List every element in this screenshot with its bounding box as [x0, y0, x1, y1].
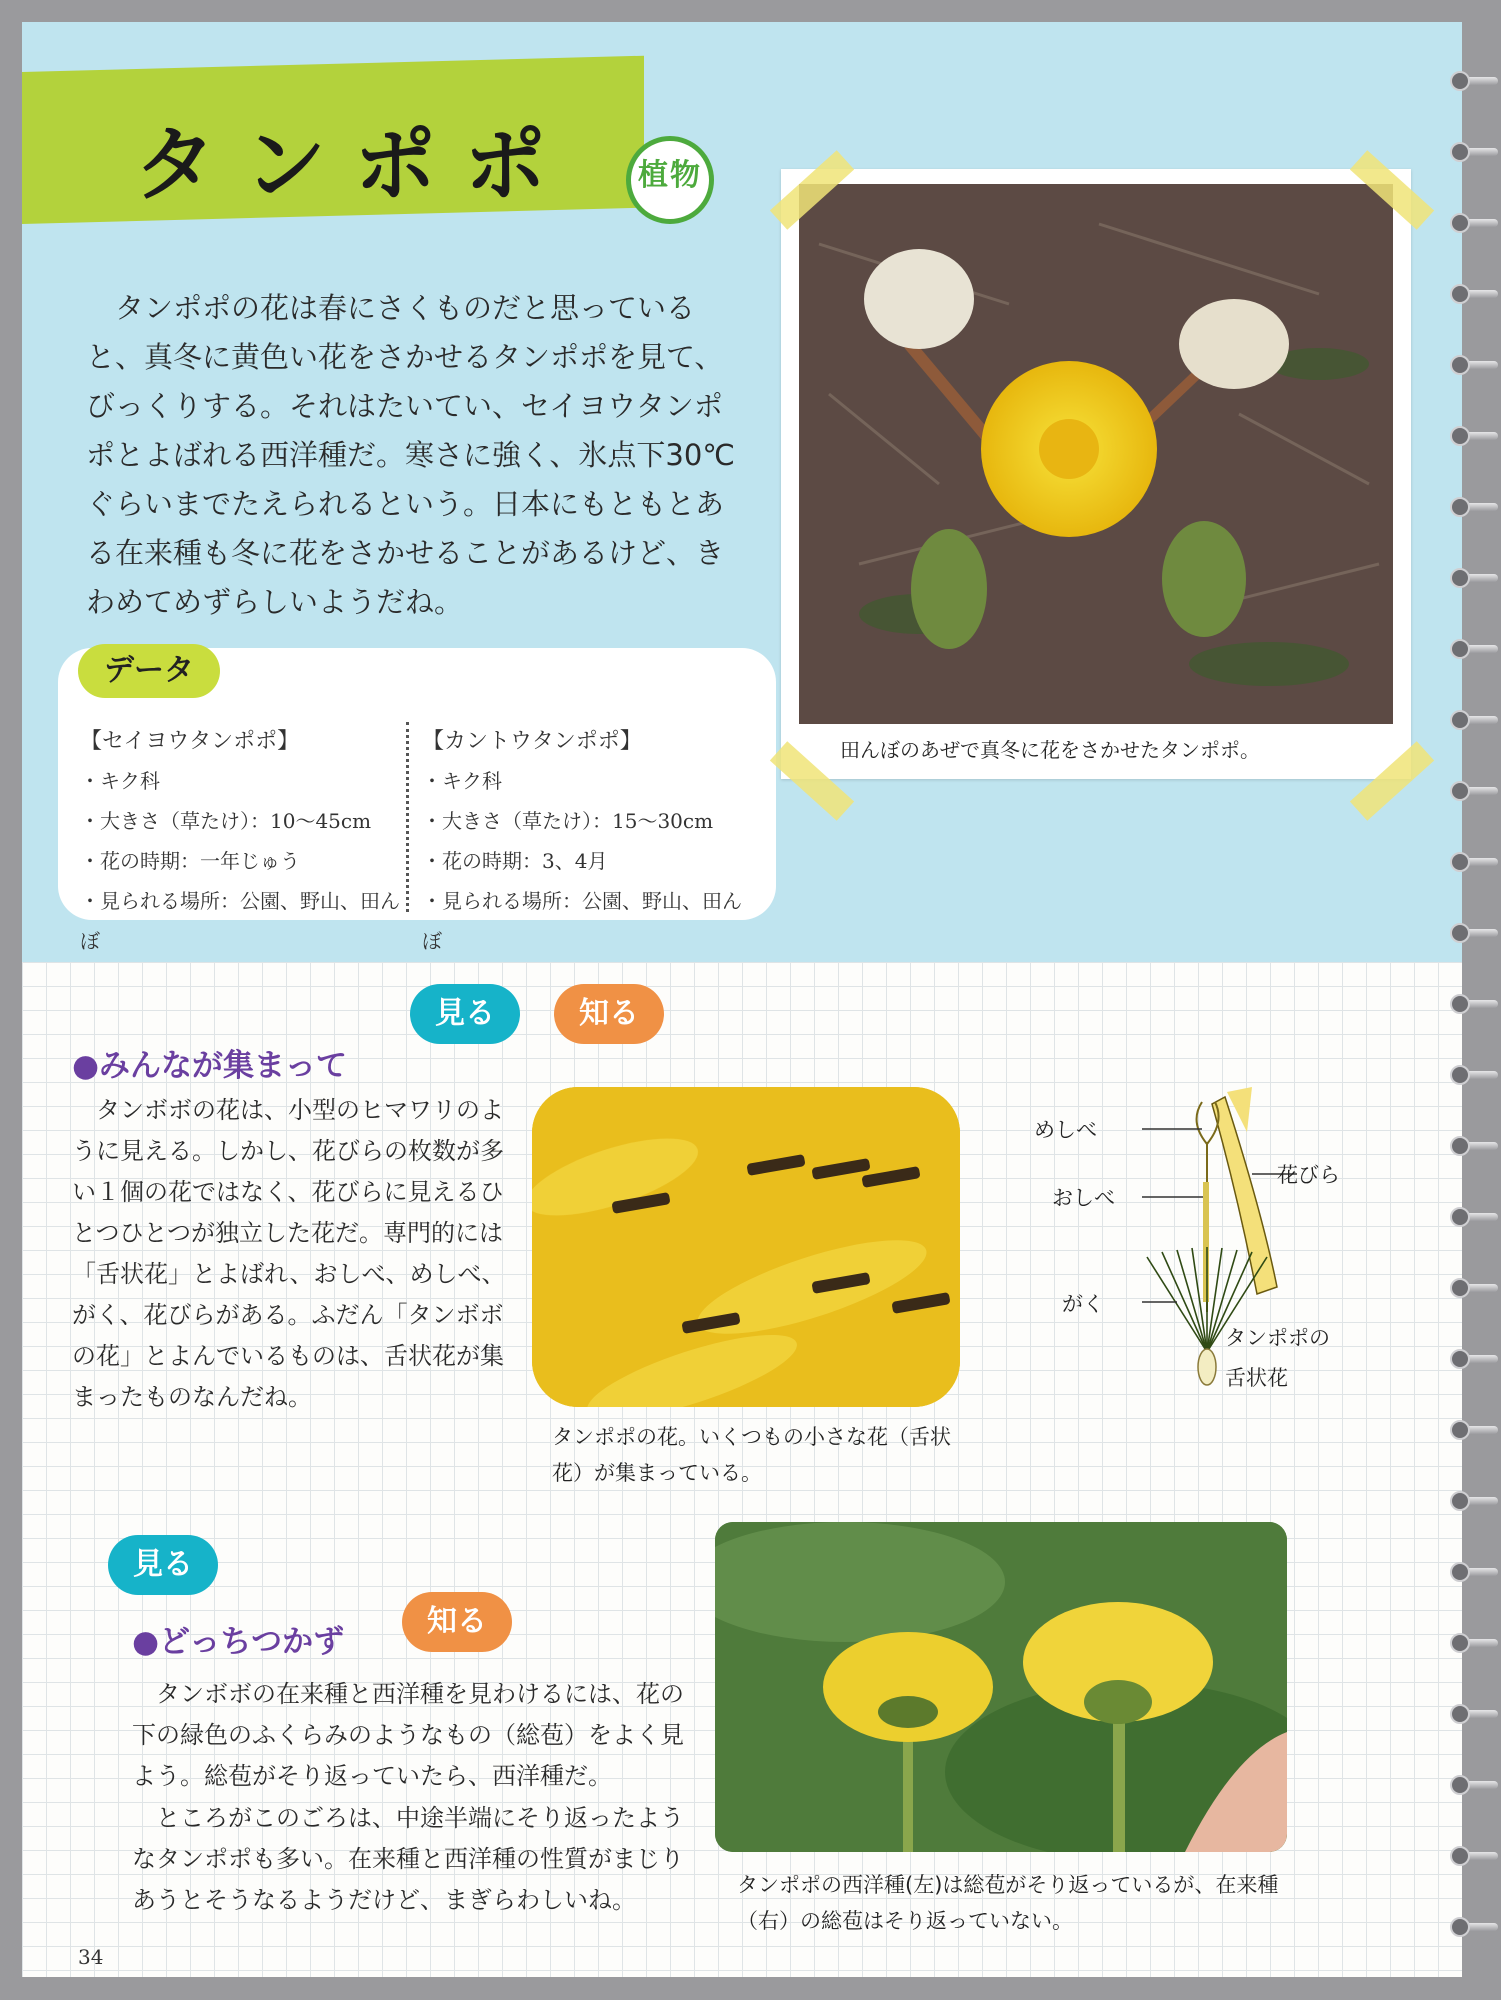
spiral-binding [1450, 0, 1501, 2000]
binding-ring [1450, 1914, 1490, 1940]
tag-know: 知る [554, 984, 664, 1044]
category-badge-label: 植物 [638, 158, 702, 193]
binding-ring [1450, 68, 1490, 94]
tag-see: 見る [410, 984, 520, 1044]
tag-see: 見る [108, 1535, 218, 1595]
data-row: ・大きさ（草たけ）：10～45cm [80, 809, 372, 833]
binding-ring [1450, 1488, 1490, 1514]
dandelion-comparison-photo [715, 1522, 1287, 1852]
data-row: ・キク科 [422, 769, 502, 793]
binding-ring [1450, 352, 1490, 378]
category-badge [626, 136, 714, 224]
diagram-label-calyx: がく [1062, 1292, 1104, 1316]
binding-ring [1450, 1559, 1490, 1585]
binding-ring [1450, 1204, 1490, 1230]
binding-ring [1450, 1346, 1490, 1372]
binding-ring [1450, 1133, 1490, 1159]
data-divider [406, 722, 409, 912]
data-column-header: 【カントウタンポポ】 [422, 729, 642, 754]
binding-ring [1450, 1630, 1490, 1656]
binding-ring [1450, 281, 1490, 307]
binding-ring [1450, 707, 1490, 733]
binding-ring [1450, 494, 1490, 520]
binding-ring [1450, 139, 1490, 165]
binding-ring [1450, 1275, 1490, 1301]
binding-ring [1450, 778, 1490, 804]
section-body: タンボボの在来種と西洋種を見わけるには、花の下の緑色のふくらみのようなもの（総苞）をよく見よう。総苞がそり返っていたら、西洋種だ。 [132, 1680, 684, 1790]
page-title: タンポポ [134, 118, 575, 213]
diagram-label-petal: 花びら [1277, 1163, 1340, 1187]
data-row: ・見られる場所：公園、野山、田んぼ [422, 889, 742, 953]
binding-ring [1450, 636, 1490, 662]
section-heading: ●どっちつかず [132, 1624, 345, 1660]
diagram-caption: タンポポの [1225, 1326, 1330, 1350]
data-row: ・見られる場所：公園、野山、田んぼ [80, 889, 400, 953]
diagram-label-pistil: めしべ [1034, 1118, 1097, 1142]
tag-know: 知る [402, 1592, 512, 1652]
data-row: ・花の時期：一年じゅう [80, 849, 300, 873]
data-column-kantou [422, 724, 742, 953]
binding-ring [1450, 1772, 1490, 1798]
data-row: ・花の時期：3、4月 [422, 849, 608, 873]
intro-text: タンポポの花は春にさくものだと思っていると、真冬に黄色い花をさかせるタンポポを見て、びっくりする。それはたいてい、セイヨウタンポポとよばれる西洋種だ。寒さに強く、氷点下30℃ぐらいまでたえられるという。日本にもともとある在来種も冬に花をさかせることがあるけど、きわめてめずらしいようだね。 [86, 291, 735, 619]
data-column-header: 【セイヨウタンポポ】 [80, 729, 300, 754]
page-number: 34 [78, 1945, 104, 1969]
section-heading: ●みんなが集まって [72, 1048, 348, 1084]
photo-caption: タンポポの花。いくつもの小さな花（舌状花）が集まっている。 [552, 1425, 951, 1485]
binding-ring [1450, 1843, 1490, 1869]
data-column-seiyou [80, 724, 400, 953]
section-body: タンボボの花は、小型のヒマワリのように見える。しかし、花びらの枚数が多い１個の花ではなく、花びらに見えるひとつひとつが独立した花だ。専門的には「舌状花」とよばれ、おしべ、めしべ、がく、花びらがある。ふだん「タンボボの花」とよんでいるものは、舌状花が集まったものなんだね。 [72, 1096, 506, 1411]
binding-ring [1450, 210, 1490, 236]
data-row: ・大きさ（草たけ）：15～30cm [422, 809, 714, 833]
binding-ring [1450, 920, 1490, 946]
binding-ring [1450, 1417, 1490, 1443]
binding-ring [1450, 1062, 1490, 1088]
photo-caption: タンポポの西洋種(左)は総苞がそり返っているが、在来種（右）の総苞はそり返っていない。 [737, 1873, 1279, 1933]
photo-caption: 田んぼのあぜで真冬に花をさかせたタンポポ。 [840, 738, 1260, 762]
binding-ring [1450, 565, 1490, 591]
binding-ring [1450, 849, 1490, 875]
diagram-label-stamen: おしべ [1052, 1186, 1115, 1210]
winter-dandelion-photo [799, 184, 1393, 724]
binding-ring [1450, 1701, 1490, 1727]
binding-ring [1450, 991, 1490, 1017]
florets-photo [532, 1087, 960, 1407]
binding-ring [1450, 423, 1490, 449]
data-row: ・キク科 [80, 769, 160, 793]
diagram-caption: 舌状花 [1225, 1366, 1288, 1390]
page [22, 22, 1462, 1977]
data-label: データ [78, 644, 220, 698]
section-body: ところがこのごろは、中途半端にそり返ったようなタンポポも多い。在来種と西洋種の性質がまじりあうとそうなるようだけど、まぎらわしいね。 [132, 1804, 684, 1914]
